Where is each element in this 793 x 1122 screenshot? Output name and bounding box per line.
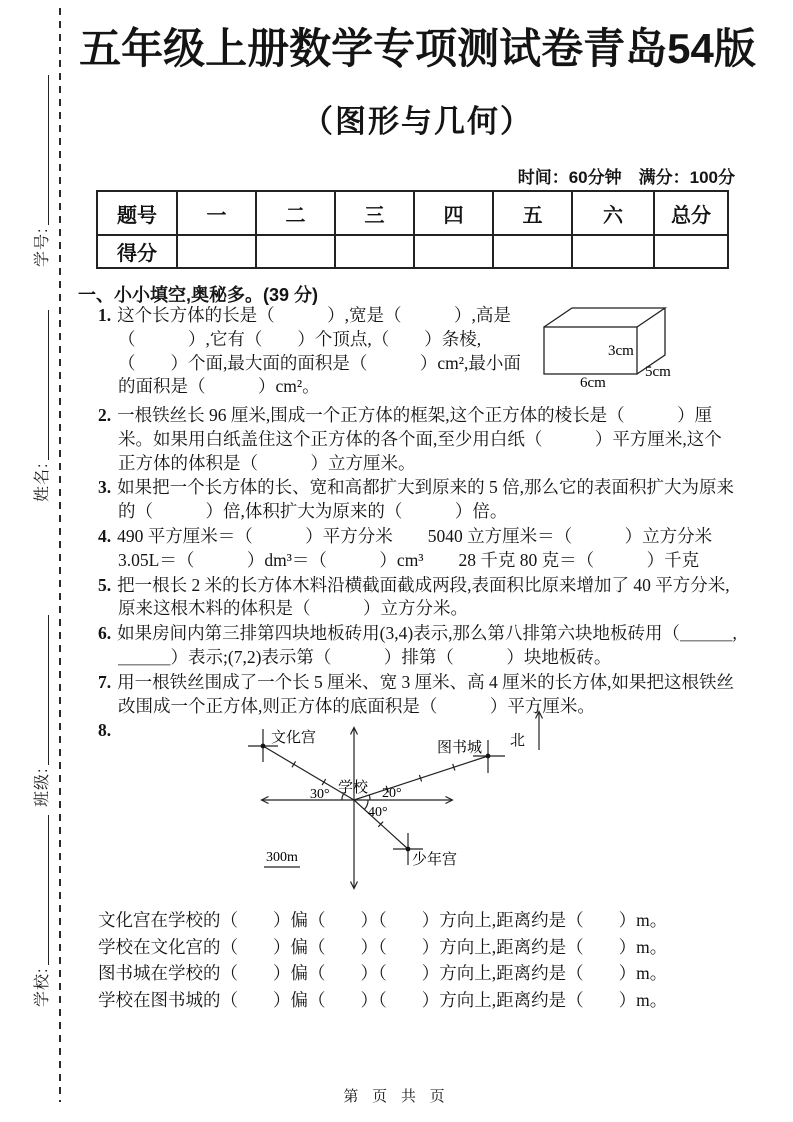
angle-south-label: 40° — [368, 805, 388, 821]
cultural-palace-label: 文化宫 — [271, 730, 317, 747]
scale-label: 300m — [266, 850, 298, 866]
youth-palace-label: 少年宫 — [412, 852, 458, 869]
sidebar-field-student-number — [27, 75, 51, 267]
score-header-cell: 题号 — [97, 191, 177, 235]
name-label: 姓名: — [34, 462, 51, 502]
score-empty-cell — [177, 235, 256, 268]
answer-line-3: 图书城在学校的（ ）偏（ ）（ ）方向上,距离约是（ ）m。 — [98, 963, 668, 984]
page-title: 五年级上册数学专项测试卷青岛54版 — [79, 25, 756, 72]
question-1 — [78, 304, 738, 399]
question-8 — [78, 719, 738, 907]
north-label: 北 — [510, 733, 526, 750]
class-blank — [48, 615, 49, 765]
score-header-cell: 一 — [177, 191, 256, 235]
student-number-label: 学号: — [34, 227, 51, 267]
angle-west-label: 30° — [310, 787, 330, 803]
sidebar-field-school — [27, 815, 51, 1007]
score-header-cell: 六 — [572, 191, 654, 235]
question-number: 2. — [98, 405, 112, 425]
class-label: 班级: — [34, 767, 51, 807]
page-subtitle: （图形与几何） — [302, 104, 533, 139]
question-text: 一根铁丝长 96 厘米,围成一个正方体的框架,这个正方体的棱长是（ ）厘米。如果用白纸盖住这个正方体的各个面,至少用白纸（ ）平方厘米,这个正方体的体积是（ ）立方厘米。 — [117, 405, 722, 473]
question-number: 7. — [98, 671, 112, 692]
score-header-cell: 三 — [335, 191, 414, 235]
question-text: 用一根铁丝围成了一个长 5 厘米、宽 3 厘米、高 4 厘米的长方体,如果把这根铁丝改围成一个正方体,则正方体的底面积是（ ）平方厘米。 — [117, 671, 734, 716]
school-label: 学校 — [338, 780, 369, 797]
score-table-header-row — [97, 191, 728, 235]
question-text: 这个长方体的长是（ ）,宽是（ ）,高是（ ）,它有（ ）个顶点,（ ）条棱,（ ）个面,最大面的面积是（ ）cm²,最小面的面积是（ ）cm²。 — [117, 305, 521, 397]
score-header-cell: 四 — [414, 191, 493, 235]
cuboid-figure — [538, 302, 738, 402]
score-table-score-row — [97, 235, 728, 268]
angle-east-label: 20° — [382, 786, 402, 802]
section-one-heading: 一、小小填空,奥秘多。(39 分) — [78, 285, 319, 305]
direction-map-figure — [246, 700, 556, 900]
question-5 — [78, 574, 738, 622]
answer-line-2: 学校在文化宫的（ ）偏（ ）（ ）方向上,距离约是（ ）m。 — [98, 936, 668, 957]
question-number: 5. — [98, 574, 112, 595]
school-label: 学校: — [34, 967, 51, 1007]
question-number: 3. — [98, 477, 112, 498]
page-footer: 第 页 共 页 — [343, 1089, 450, 1105]
answer-line-4: 学校在图书城的（ ）偏（ ）（ ）方向上,距离约是（ ）m。 — [98, 989, 668, 1010]
score-header-cell: 五 — [493, 191, 572, 235]
score-table — [96, 190, 729, 269]
sidebar-field-name — [27, 310, 51, 502]
score-empty-cell — [493, 235, 572, 268]
question-text: 如果把一个长方体的长、宽和高都扩大到原来的 5 倍,那么它的表面积扩大为原来的（ ）倍,体积扩大为原来的（ ）倍。 — [117, 477, 734, 522]
score-empty-cell — [572, 235, 654, 268]
question-text: 3.05L＝（ ）dm³＝（ ）cm³ 28 千克 80 克＝（ ）千克 — [118, 549, 700, 570]
north-arrow — [536, 712, 543, 751]
cuboid-length-label: 6cm — [580, 375, 606, 391]
time-score-info: 时间：60分钟 满分：100分 — [517, 168, 735, 187]
fold-dashed-line — [59, 8, 61, 1102]
question-text: 如果房间内第三排第四块地板砖用(3,4)表示,那么第八排第六块地板砖用（＿＿＿,＿＿＿）表示;(7,2)表示第（ ）排第（ ）块地板砖。 — [117, 623, 737, 667]
sidebar-field-class — [27, 615, 51, 807]
score-empty-cell — [654, 235, 728, 268]
question-3 — [78, 476, 738, 524]
score-header-cell: 二 — [256, 191, 335, 235]
score-empty-cell — [335, 235, 414, 268]
name-blank — [48, 310, 49, 460]
score-empty-cell — [414, 235, 493, 268]
question-text: 490 平方厘米＝（ ）平方分米 5040 立方厘米＝（ ）立方分米 — [117, 525, 713, 546]
question-4 — [78, 525, 738, 573]
question-number: 1. — [98, 305, 112, 325]
score-header-cell: 总分 — [654, 191, 728, 235]
score-empty-cell — [256, 235, 335, 268]
question-number: 8. — [98, 720, 112, 741]
cuboid-depth-label: 5cm — [645, 364, 671, 380]
question-number: 6. — [98, 623, 112, 644]
student-number-blank — [48, 75, 49, 225]
question-number: 4. — [98, 525, 112, 546]
question-6 — [78, 622, 738, 670]
question-text: 把一根长 2 米的长方体木料沿横截面截成两段,表面积比原来增加了 40 平方分米,原来这根木料的体积是（ ）立方分米。 — [117, 574, 730, 619]
book-city-label: 图书城 — [437, 740, 483, 757]
question-2 — [78, 404, 738, 475]
cuboid-height-label: 3cm — [608, 343, 634, 359]
answer-line-1: 文化宫在学校的（ ）偏（ ）（ ）方向上,距离约是（ ）m。 — [98, 910, 668, 931]
score-row-label: 得分 — [97, 235, 177, 268]
school-blank — [48, 815, 49, 965]
question-list — [78, 304, 738, 1013]
